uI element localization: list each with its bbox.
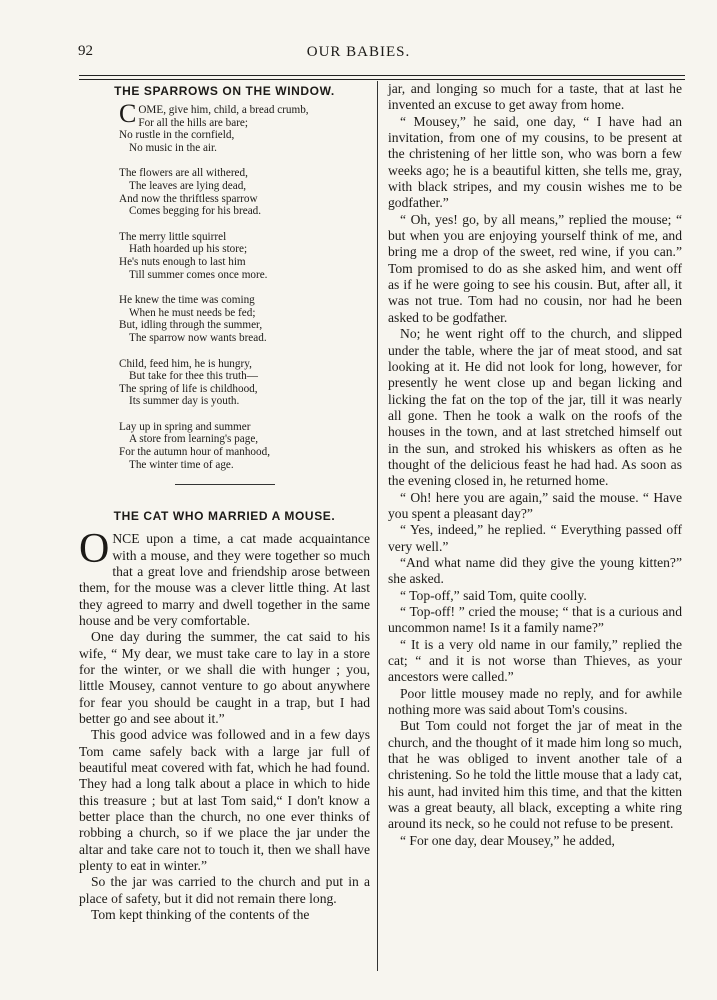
poem-line: When he must needs be fed;	[129, 306, 256, 319]
poem-line: The leaves are lying dead,	[129, 179, 247, 192]
story-title: THE CAT WHO MARRIED A MOUSE.	[113, 509, 336, 524]
poem-line: The winter time of age.	[129, 458, 234, 471]
poem-title: THE SPARROWS ON THE WINDOW.	[114, 84, 335, 98]
paragraph-text: NCE upon a time, a cat made acquaintance with a mouse, and they were together so much that a great love and friendship arose between them, for the mouse was a clever little thing. At last they agreed to marry and dwell together in the same house and be very comfortable.	[79, 531, 370, 628]
poem-line: The spring of life is childhood,	[119, 382, 258, 395]
poem-drop-cap: C	[119, 99, 137, 128]
poem-line: A store from learning's page,	[129, 433, 259, 446]
poem-line: The sparrow now wants bread.	[129, 331, 267, 344]
paragraph: No; he went right off to the church, and slipped under the table, where the jar of meat stood, and sat looking at it. He did not look for long, however, for presently he went close up and began licking and licking the fat on the top of the jar, till it was nearly all gone. Then he took a walk on the roofs of the houses in the town, and at last stretched himself out in the sun, and stroked his whiskers as often as he thought of the delicious feast he had had. As soon as the evening closed in, he returned home.	[388, 326, 682, 489]
story-text-left	[79, 526, 370, 923]
right-column	[388, 81, 682, 849]
poem-line: The flowers are all withered,	[119, 167, 248, 180]
poem-stanza	[119, 167, 370, 217]
poem-line: Child, feed him, he is hungry,	[119, 357, 252, 370]
paragraph: This good advice was followed and in a few days Tom came safely back with a large jar full of beautiful meat covered with fat, which he had found. They had a long talk about a place in which to hide this treasure ; but at last Tom said,“ I don't know a better place than the church, no one ever thinks of robbing a church, so if we place the jar under the altar and take care not to touch it, then we shall have plenty to eat in winter.”	[79, 727, 370, 874]
poem-line: For the autumn hour of manhood,	[119, 446, 271, 459]
paragraph: “ Yes, indeed,” he replied. “ Everything passed off very well.”	[388, 522, 682, 554]
paragraph: One day during the summer, the cat said to his wife, “ My dear, we must take care to lay in a store for the winter, or we shall die with hunger ; you, little Mousey, cannot venture to go about anywhere for fear you should be caught in a trap, but I had better go and see about it.”	[79, 629, 370, 727]
poem-stanza	[119, 294, 370, 344]
paragraph: So the jar was carried to the church and put in a place of safety, but it did not remain there long.	[79, 874, 370, 906]
poem-line: No rustle in the cornfield,	[119, 129, 235, 142]
paragraph: Tom kept thinking of the contents of the	[91, 907, 310, 923]
paragraph: “ It is a very old name in our family,” replied the cat; “ and it is not worse than Thieves, as your ancestors were called.”	[388, 636, 682, 685]
poem	[119, 99, 370, 471]
poem-line: But, idling through the summer,	[119, 319, 263, 332]
paragraph: “ Mousey,” he said, one day, “ I have had an invitation, from one of my cousins, to be present at the christening of her little son, who was born a few weeks ago; he is a beautiful kitten, she tells me, gray, with black stripes, and my cousin wishes me to be godfather.”	[388, 113, 682, 211]
poem-line: And now the thriftless sparrow	[119, 192, 258, 205]
poem-line: But take for thee this truth—	[129, 370, 258, 383]
poem-stanza	[119, 99, 370, 154]
poem-line: Hath hoarded up his store;	[129, 243, 248, 256]
left-column	[79, 84, 370, 924]
paragraph: “And what name did they give the young kitten?” she asked.	[388, 554, 682, 587]
poem-line: Its summer day is youth.	[129, 395, 240, 408]
paragraph: “ For one day, dear Mousey,” he added,	[400, 832, 615, 848]
page-number: 92	[78, 43, 93, 59]
paragraph: “ Top-off! ” cried the mouse; “ that is a curious and uncommon name! Is it a family name?”	[388, 604, 682, 636]
running-head: OUR BABIES.	[306, 44, 411, 60]
paragraph: “ Top-off,” said Tom, quite coolly.	[400, 587, 587, 603]
poem-line: Till summer comes once more.	[129, 268, 268, 281]
poem-line: For all the hills are bare;	[138, 116, 249, 129]
poem-line: He knew the time was coming	[119, 294, 255, 307]
poem-stanza	[119, 231, 370, 281]
column-divider	[377, 81, 378, 971]
paragraph: jar, and longing so much for a taste, that at last he invented an excuse to get away from home.	[388, 81, 682, 113]
section-separator	[175, 484, 275, 485]
poem-line: Comes begging for his bread.	[129, 205, 262, 218]
poem-line: Lay up in spring and summer	[119, 420, 251, 433]
paragraph: Poor little mousey made no reply, and for awhile nothing more was said about Tom's cousins.	[388, 685, 682, 718]
poem-line: No music in the air.	[129, 141, 217, 154]
paragraph: “ Oh, yes! go, by all means,” replied the mouse; “ but when you are enjoying yourself think of me, and bring me a drop of the sweet, red wine, if you can.” Tom promised to do as she asked him, and went off as if he were going to see his cousin. But, after all, it was not true. Tom had no cousin, nor had he been asked to be godfather.	[388, 211, 682, 325]
poem-line: The merry little squirrel	[119, 230, 227, 243]
paragraph	[79, 526, 370, 629]
header-rule-bottom	[79, 79, 685, 80]
poem-line: OME, give him, child, a bread crumb,	[138, 104, 309, 116]
paragraph: “ Oh! here you are again,” said the mouse. “ Have you spent a pleasant day?”	[388, 489, 682, 521]
story-text-right	[388, 81, 682, 849]
poem-line: He's nuts enough to last him	[119, 255, 246, 268]
story-drop-cap: O	[79, 526, 110, 573]
poem-stanza	[119, 421, 370, 471]
paragraph: But Tom could not forget the jar of meat in the church, and the thought of it made him long so much, that he was obliged to invent another tale of a christening. So he told the little mouse that a lady cat, his aunt, had invited him this time, and that the kitten was a great beauty, all black, excepting a white ring around its neck, so he could not refuse to be present.	[388, 718, 682, 832]
header-rule-top	[79, 75, 685, 76]
poem-stanza	[119, 358, 370, 408]
